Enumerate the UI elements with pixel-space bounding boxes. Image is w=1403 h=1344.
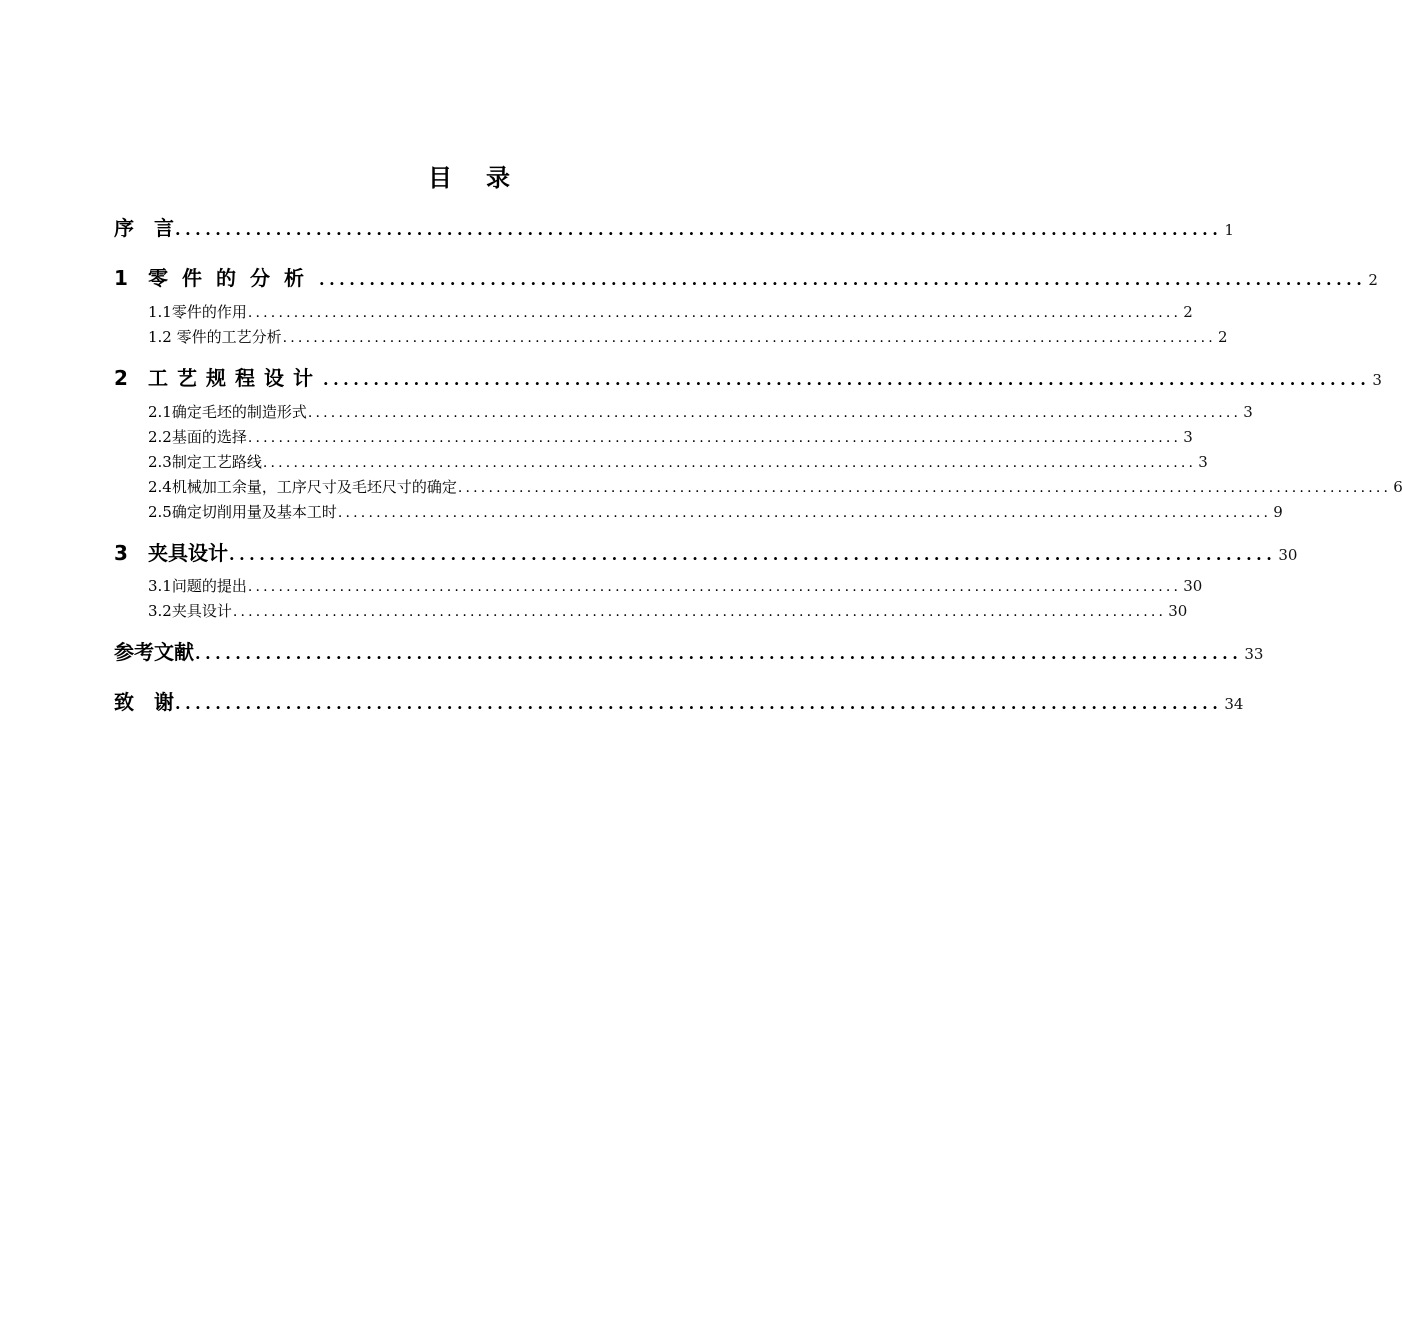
dot-leader: ........................................................................................................	[175, 220, 1223, 239]
toc-entry-section-2-2[interactable]	[148, 426, 1193, 447]
dot-leader: ..........................................................................................................................	[307, 405, 1242, 421]
toc-page-number: 30	[1183, 577, 1203, 595]
toc-entry-preface[interactable]	[114, 212, 1234, 241]
toc-page-number: 33	[1244, 645, 1264, 663]
toc-entry-section-3-2[interactable]	[148, 600, 1188, 621]
dot-leader: ..........................................................................................................................	[282, 330, 1216, 346]
toc-entry-section-2-5[interactable]	[148, 501, 1283, 522]
toc-page-number: 30	[1278, 546, 1298, 564]
dot-leader: ..........................................................................................................................	[247, 430, 1182, 446]
dot-leader: ..........................................................................................................................	[457, 480, 1392, 496]
toc-entry-section-3-1[interactable]	[148, 575, 1203, 596]
toc-entry-label: 2.4机械加工余量，工序尺寸及毛坯尺寸的确定	[148, 478, 457, 496]
toc-page-number: 1	[1224, 221, 1234, 239]
toc-page-number: 3	[1183, 428, 1193, 446]
chapter-number: 3	[114, 541, 128, 565]
chapter-title: 工艺规程设计	[148, 366, 322, 390]
toc-entry-label: 1.1零件的作用	[148, 303, 247, 321]
toc-entry-label	[114, 537, 228, 566]
toc-entry-chapter-3[interactable]	[114, 537, 1298, 566]
toc-entry-chapter-2[interactable]	[114, 362, 1382, 391]
dot-leader: ........................................................................................................	[175, 694, 1223, 713]
toc-entry-acknowledgements[interactable]	[114, 686, 1244, 715]
toc-page-number: 2	[1183, 303, 1193, 321]
toc-title-right: 录	[486, 164, 512, 192]
dot-leader: ..........................................................................................................................	[337, 505, 1272, 521]
toc-page-number: 6	[1393, 478, 1403, 496]
chapter-number: 2	[114, 366, 128, 390]
toc-title	[0, 158, 940, 193]
toc-entry-section-2-3[interactable]	[148, 451, 1208, 472]
toc-entry-chapter-1[interactable]	[114, 262, 1378, 291]
toc-page-number: 3	[1372, 371, 1382, 389]
toc-page-number: 34	[1224, 695, 1244, 713]
toc-page-number: 9	[1273, 503, 1283, 521]
chapter-number: 1	[114, 266, 128, 290]
dot-leader: ..........................................................................................................................	[247, 305, 1182, 321]
toc-page-number: 3	[1243, 403, 1253, 421]
toc-title-left: 目	[428, 164, 454, 192]
dot-leader: ........................................................................................................	[323, 370, 1371, 389]
toc-entry-label: 2.1确定毛坯的制造形式	[148, 403, 307, 421]
toc-page-number: 2	[1368, 271, 1378, 289]
toc-entry-label: 2.2基面的选择	[148, 428, 247, 446]
chapter-title: 零件的分析	[148, 266, 318, 290]
toc-page-number: 2	[1217, 328, 1228, 346]
toc-entry-label: 2.3制定工艺路线	[148, 453, 262, 471]
toc-entry-section-1-2[interactable]	[148, 326, 1228, 347]
toc-page-number: 3	[1198, 453, 1208, 471]
toc-entry-section-1-1[interactable]	[148, 301, 1193, 322]
dot-leader: ........................................................................................................	[195, 644, 1243, 663]
toc-page-number: 30	[1168, 602, 1188, 620]
toc-entry-label: 致 谢	[114, 690, 174, 714]
dot-leader: ..........................................................................................................................	[247, 579, 1182, 595]
toc-entry-label: 3.2夹具设计	[148, 602, 232, 620]
toc-entry-label: 参考文献	[114, 640, 194, 664]
toc-entry-section-2-4[interactable]	[148, 476, 1403, 497]
dot-leader: ..........................................................................................................................	[232, 604, 1167, 620]
toc-entry-label: 3.1问题的提出	[148, 577, 247, 595]
toc-entry-label	[114, 262, 318, 291]
toc-entry-label: 2.5确定切削用量及基本工时	[148, 503, 337, 521]
toc-entry-references[interactable]	[114, 636, 1264, 665]
toc-entry-label: 序 言	[114, 216, 174, 240]
dot-leader: ........................................................................................................	[319, 270, 1367, 289]
toc-entry-label: 1.2 零件的工艺分析	[148, 328, 282, 346]
dot-leader: ........................................................................................................	[229, 545, 1277, 564]
toc-entry-label	[114, 362, 322, 391]
chapter-title: 夹具设计	[148, 541, 228, 565]
toc-entry-section-2-1[interactable]	[148, 401, 1253, 422]
dot-leader: ..........................................................................................................................	[262, 455, 1197, 471]
